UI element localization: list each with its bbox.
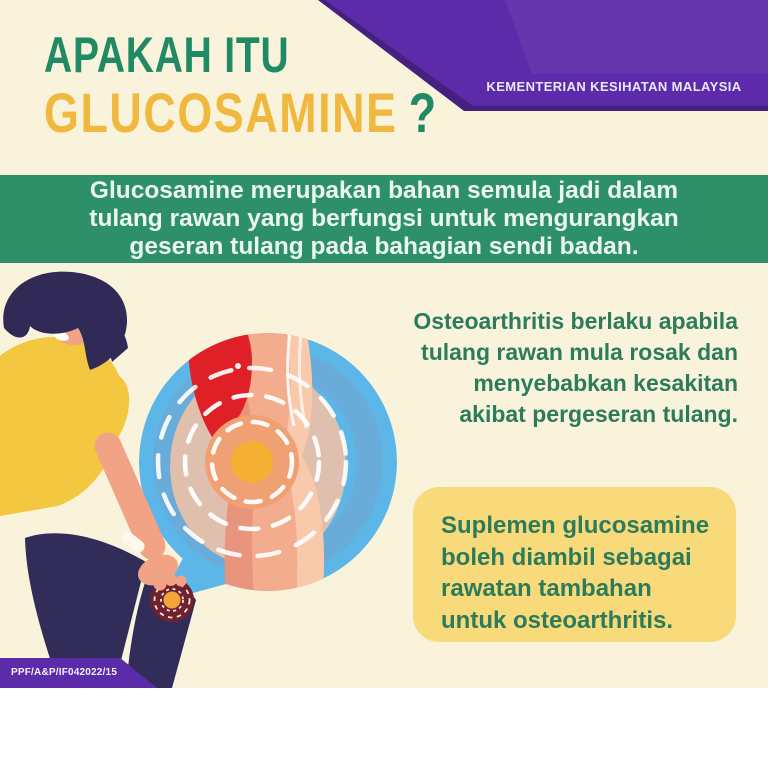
pain-spot-center [164,592,181,609]
supplement-line: untuk osteoarthritis. [441,606,674,634]
reference-code: PPF/A&P/IF042022/15 [11,667,118,678]
supplement-line: Suplemen glucosamine [441,512,710,539]
supplement-line: rawatan tambahan [441,575,652,602]
osteoarthritis-line: Osteoarthritis berlaku apabila [413,308,738,334]
supplement-callout-box [413,487,736,642]
osteoarthritis-line: tulang rawan mula rosak dan [421,339,738,365]
title-question-mark: ? [408,81,438,144]
definition-banner [0,175,768,263]
ministry-label: KEMENTERIAN KESIHATAN MALAYSIA [486,79,742,94]
title-word: GLUCOSAMINE [44,81,398,144]
osteoarthritis-line: menyebabkan kesakitan [473,370,738,396]
definition-line: Glucosamine merupakan bahan semula jadi dalam [89,177,679,204]
knee-joint-magnified [139,303,397,604]
knee-pain-illustration [0,270,400,688]
definition-line: tulang rawan yang berfungsi untuk mengurangkan [89,205,679,232]
kneecap [231,441,273,483]
page-title-line1: APAKAH ITU [44,27,290,83]
page-title-line2 [44,80,438,145]
supplement-line: boleh diambil sebagai [441,543,692,571]
osteoarthritis-line: akibat pergeseran tulang. [459,401,738,427]
definition-line: geseran tulang pada bahagian sendi badan. [129,233,639,260]
